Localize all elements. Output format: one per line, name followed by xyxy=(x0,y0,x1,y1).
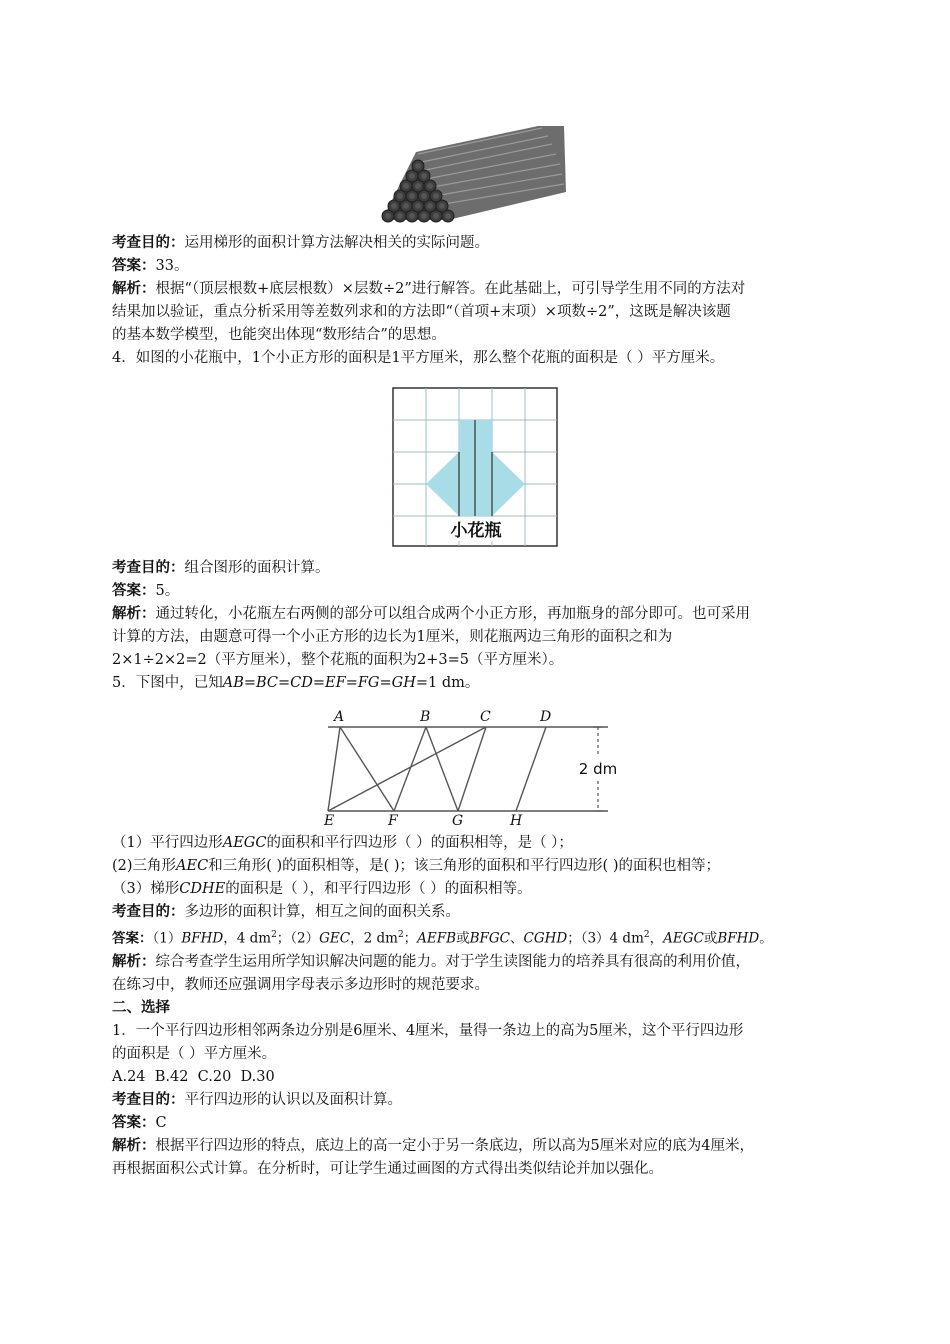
purpose-label: 考查目的： xyxy=(112,904,185,920)
q5-purpose xyxy=(112,901,842,924)
question-equation: AB=BC=CD=EF=FG=GH xyxy=(222,675,416,691)
ans-part: 。 xyxy=(759,930,773,947)
q3-analysis-2: 结果加以验证，重点分析采用等差数列求和的方法即“（首项+末项）×项数÷2”，这既是解决该题 xyxy=(112,304,731,320)
sub-italic: CDHE xyxy=(179,881,226,897)
q4-answer xyxy=(112,580,842,603)
parallelogram-figure xyxy=(322,707,622,827)
section-heading: 二、选择 xyxy=(112,999,170,1016)
analysis-label: 解析： xyxy=(112,1137,156,1154)
sub-italic: AEC xyxy=(176,858,209,874)
answer-label: 答案： xyxy=(112,930,153,947)
sub-text: 的面积和平行四边形（ ）的面积相等，是（ ）； xyxy=(266,835,573,851)
analysis-label: 解析： xyxy=(112,281,156,297)
sub-text: 的面积是（ ），和平行四边形（ ）的面积相等。 xyxy=(225,881,532,897)
fig-label-b: B xyxy=(420,709,431,725)
ans-part: ， xyxy=(649,930,664,947)
purpose-text: 平行四边形的认识以及面积计算。 xyxy=(184,1091,402,1108)
ans-part: ；（3）4 dm xyxy=(567,930,644,947)
q3-answer xyxy=(112,255,842,278)
sub-text: (2)三角形 xyxy=(112,858,177,874)
answer-label: 答案： xyxy=(112,1114,156,1131)
ans-part: BFHD xyxy=(181,930,224,947)
q4-purpose xyxy=(112,557,842,580)
s2-analysis-2: 再根据面积公式计算。在分析时，可让学生通过画图的方式得出类似结论并加以强化。 xyxy=(112,1160,663,1177)
ans-part: 或 xyxy=(456,930,470,947)
question-suffix: =1 dm。 xyxy=(415,675,480,691)
ans-part: CGHD xyxy=(523,930,568,947)
ans-part: 、 xyxy=(509,930,524,947)
s2-options: A.24 B.42 C.20 D.30 xyxy=(112,1068,275,1085)
q5-answer xyxy=(112,924,842,951)
purpose-label: 考查目的： xyxy=(112,235,185,251)
ans-part: 或 xyxy=(703,930,718,947)
s2-q1-line1: 1．一个平行四边形相邻两条边分别是6厘米、4厘米，量得一条边上的高为5厘米，这个平行四边形 xyxy=(112,1022,744,1039)
ans-sup: 2 xyxy=(271,930,277,940)
purpose-text: 组合图形的面积计算。 xyxy=(184,560,330,576)
vase-label: 小花瓶 xyxy=(450,521,502,541)
purpose-text: 运用梯形的面积计算方法解决相关的实际问题。 xyxy=(184,235,489,251)
purpose-label: 考查目的： xyxy=(112,1091,185,1108)
fig-label-h: H xyxy=(510,813,523,827)
ans-part: （1） xyxy=(152,930,182,947)
q5-sub2 xyxy=(112,855,842,878)
sub-italic: AEGC xyxy=(222,835,267,851)
s2-analysis-1 xyxy=(112,1135,842,1158)
q4-analysis-3: 2×1÷2×2=2（平方厘米），整个花瓶的面积为2+3=5（平方厘米）。 xyxy=(112,652,564,668)
answer-text: 33。 xyxy=(155,258,189,274)
answer-text: C xyxy=(155,1114,167,1131)
fig-label-e: E xyxy=(324,813,335,827)
fig-label-a: A xyxy=(334,709,345,725)
answer-label: 答案： xyxy=(112,258,156,274)
fig-label-d: D xyxy=(540,709,552,725)
ans-sup: 2 xyxy=(397,930,404,940)
fig-label-g: G xyxy=(452,813,464,827)
vase-grid-figure xyxy=(392,387,560,549)
pipe-stack-figure xyxy=(378,122,574,226)
purpose-text: 多边形的面积计算，相互之间的面积关系。 xyxy=(184,904,460,920)
q5-sub3 xyxy=(112,878,842,901)
q5-sub1 xyxy=(112,832,842,855)
s2-q1-line2: 的面积是（ ）平方厘米。 xyxy=(112,1045,277,1062)
ans-part: ；（2） xyxy=(276,930,320,947)
q5-analysis-1 xyxy=(112,951,842,974)
ans-part: ； xyxy=(403,930,418,947)
answer-label: 答案： xyxy=(112,583,156,599)
ans-part: ，4 dm xyxy=(223,930,272,947)
ans-sup: 2 xyxy=(643,930,650,940)
s2-purpose xyxy=(112,1089,842,1112)
q5-question xyxy=(112,672,842,695)
analysis-text: 综合考查学生运用所学知识解决问题的能力。对于学生读图能力的培养具有很高的利用价值， xyxy=(155,953,750,970)
q3-analysis-3: 的基本数学模型，也能突出体现“数形结合”的思想。 xyxy=(112,327,446,343)
q4-analysis-2: 计算的方法，由题意可得一个小正方形的边长为1厘米，则花瓶两边三角形的面积之和为 xyxy=(112,629,673,645)
ans-part: BFGC xyxy=(469,930,510,947)
fig-label-f: F xyxy=(388,813,398,827)
q4-question: 4．如图的小花瓶中，1个小正方形的面积是1平方厘米，那么整个花瓶的面积是（ ）平方厘米。 xyxy=(112,350,725,366)
ans-part: ，2 dm xyxy=(350,930,398,947)
q4-analysis-1 xyxy=(112,603,842,626)
sub-text: （3）梯形 xyxy=(112,881,180,897)
question-prefix: 5．下图中，已知 xyxy=(112,675,223,691)
fig-height-label: 2 dm xyxy=(578,760,618,778)
analysis-text: 根据“（顶层根数+底层根数）×层数÷2”进行解答。在此基础上，可引导学生用不同的方法对 xyxy=(155,281,746,297)
ans-part: AEFB xyxy=(417,930,457,947)
sub-text: 和三角形( )的面积相等，是( )；该三角形的面积和平行四边形( )的面积也相等； xyxy=(208,858,720,874)
sub-text: （1）平行四边形 xyxy=(112,835,223,851)
analysis-label: 解析： xyxy=(112,606,156,622)
fig-label-c: C xyxy=(480,709,491,725)
q3-analysis-1 xyxy=(112,278,842,301)
analysis-text: 通过转化，小花瓶左右两侧的部分可以组合成两个小正方形，再加瓶身的部分即可。也可采用 xyxy=(155,606,750,622)
ans-part: GEC xyxy=(319,930,351,947)
analysis-label: 解析： xyxy=(112,953,156,970)
answer-text: 5。 xyxy=(155,583,180,599)
s2-answer xyxy=(112,1112,842,1135)
ans-part: BFHD xyxy=(717,930,760,947)
purpose-label: 考查目的： xyxy=(112,560,185,576)
ans-part: AEGC xyxy=(663,930,704,947)
analysis-text: 根据平行四边形的特点，底边上的高一定小于另一条底边，所以高为5厘米对应的底为4厘米， xyxy=(155,1137,754,1154)
q3-purpose xyxy=(112,232,842,255)
q5-analysis-2: 在练习中，教师还应强调用字母表示多边形时的规范要求。 xyxy=(112,976,489,993)
